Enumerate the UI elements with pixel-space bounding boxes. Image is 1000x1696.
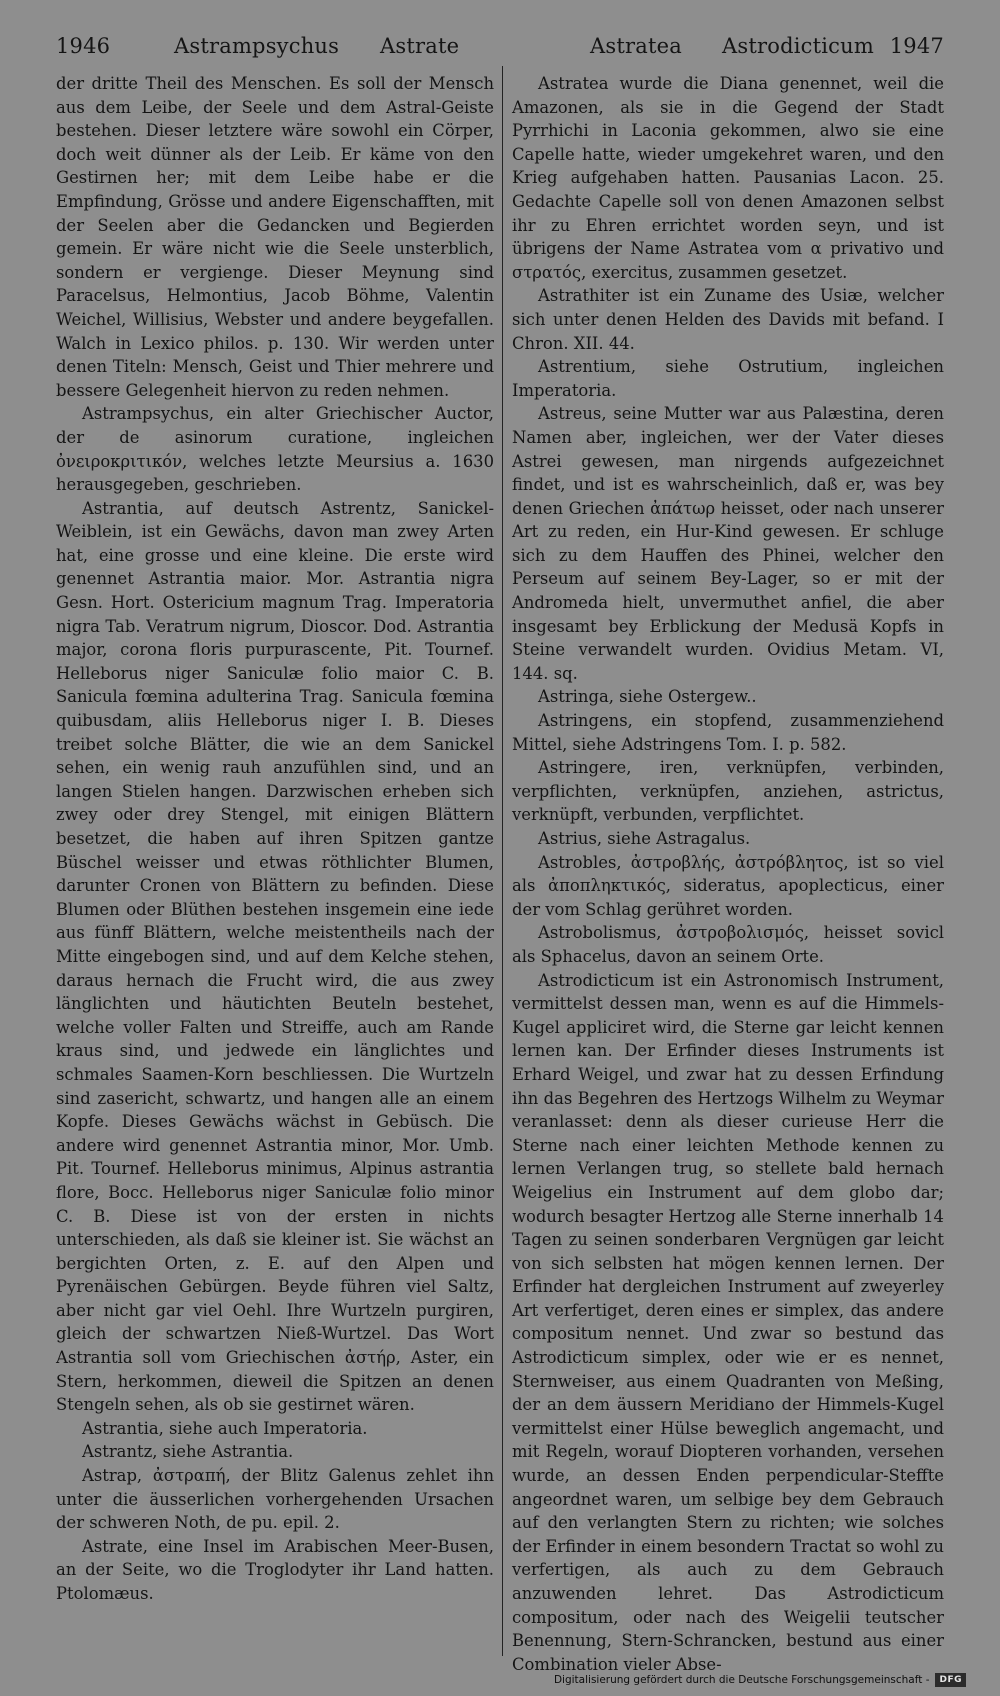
entry-astrentium: Astrentium, siehe Ostrutium, ingleichen Imperatoria.	[512, 357, 944, 400]
entry-astrodicticum: Astrodicticum ist ein Astronomisch Instrument, vermittelst dessen man, wenn es auf die Himmels-Kugel appliciret wird, die Sterne gar leicht kennen lernen kan. Der Erfinder dieses Instruments ist Erhard Weigel, und zwar hat zu dessen Erfindung ihn das Begehren des Hertzogs Wilhelm zu Weymar veranlasset: denn als dieser curieuse Herr die Sterne nach einer leichten Methode kennen zu lernen Verlangen trug, so stellete bald hernach Weigelius ein Instrument auf dem globo dar; wodurch besagter Hertzog alle Sterne innerhalb 14 Tagen zu seinen sonderbaren Vergnügen gar leicht von sich selbsten hat mögen kennen lernen. Der Erfinder hat dergleichen Instrument auf zweyerley Art verfertiget, deren eines er simplex, das andere compositum nennet. Und zwar so bestund das Astrodicticum simplex, oder wie er es nennet, Sternweiser, aus einem Quadranten von Meßing, der an dem äussern Meridiano der Himmels-Kugel vermittelst einer Hülse beweglich angemacht, und mit Regeln, worauf Diopteren vorhanden, versehen wurde, an dessen Enden perpendicular-Steffte angeordnet waren, um selbige bey dem Gebrauch auf den verlangten Stern zu richten; wie solches der Erfinder in einem besondern Tractat so wohl zu verfertigen, als auch zu dem Gebrauch anzuwenden lehret. Das Astrodicticum compositum, oder nach des Weigelii teutscher Benennung, Stern-Schrancken, bestund aus einer Combination vieler Abse-	[512, 970, 944, 1674]
entry-astrap: Astrap, ἀστραπή, der Blitz Galenus zehlet ihn unter die äusserlichen vorhergehenden Ursachen der schweren Noth, de pu. epil. 2.	[56, 1466, 494, 1533]
dfg-logo: DFG	[935, 1673, 966, 1687]
entry-astrantia-see-also: Astrantia, siehe auch Imperatoria.	[82, 1418, 368, 1438]
funding-credit: Digitalisierung gefördert durch die Deutsche Forschungsgemeinschaft -	[553, 1674, 930, 1686]
entry-astrantz: Astrantz, siehe Astrantia.	[82, 1442, 294, 1462]
page-header	[56, 34, 944, 64]
right-column	[512, 72, 944, 1674]
entry-astrathiter: Astrathiter ist ein Zuname des Usiæ, welcher sich unter denen Helden des Davids mit befand. I Chron. XII. 44.	[512, 286, 944, 353]
running-head-right-last: Astrodicticum	[722, 34, 874, 58]
entry-astringens: Astringens, ein stopfend, zusammenziehend Mittel, siehe Adstringens Tom. I. p. 582.	[512, 711, 944, 754]
entry-astrobolismus: Astrobolismus, ἀστροβολισμός, heisset sovicl als Sphacelus, davon an seinem Orte.	[512, 923, 944, 966]
entry-text: der dritte Theil des Menschen. Es soll der Mensch aus dem Leibe, der Seele und dem Astral-Geiste bestehen. Dieser letztere wäre sowohl ein Cörper, doch weit dünner als der Leib. Er käme von den Gestirnen her; mit dem Leibe habe er die Empfindung, Grösse und andere Eigenschafften, mit der Seelen aber die Gedancken und Begierden gemein. Er wäre nicht wie die Seele unsterblich, sondern er vergienge. Dieser Meynung sind Paracelsus, Helmontius, Jacob Böhme, Valentin Weichel, Willisius, Webster und andere beygefallen. Walch in Lexico philos. p. 130. Wir werden unter denen Titeln: Mensch, Geist und Thier mehrere und bessere Gelegenheit hiervon zu reden nehmen.	[56, 74, 494, 400]
entry-astrampsychus: Astrampsychus, ein alter Griechischer Auctor, der de asinorum curatione, ingleichen ὀνειροκριτικόν, welches letzte Meursius a. 1630 herausgegeben, geschrieben.	[56, 404, 494, 495]
entry-astrobles: Astrobles, ἀστροβλής, ἀστρόβλητος, ist so viel als ἀποπληκτικός, sideratus, apoplecticus, einer der vom Schlag gerühret worden.	[512, 852, 944, 919]
digitization-footer	[554, 1671, 966, 1689]
entry-astratea: Astratea wurde die Diana genennet, weil die Amazonen, als sie in die Gegend der Stadt Pyrrhichi in Laconia gekommen, alwo sie eine Capelle hatte, wieder umgekehret waren, und den Krieg aufgehaben hatten. Pausanias Lacon. 25. Gedachte Capelle soll von denen Amazonen selbst ihr zu Ehren errichtet worden seyn, und ist übrigens der Name Astratea vom α privativo und στρατός, exercitus, zusammen gesetzet.	[512, 74, 944, 282]
running-head-left-first: Astrampsychus	[174, 34, 340, 58]
entry-astringa: Astringa, siehe Ostergew..	[538, 687, 757, 707]
left-column	[56, 72, 494, 1652]
running-head-right-first: Astratea	[590, 34, 682, 58]
entry-astringere: Astringere, iren, verknüpfen, verbinden, verpflichten, verknüpfen, anziehen, astrictus, verknüpft, verbunden, verpflichtet.	[512, 758, 944, 825]
entry-astrius: Astrius, siehe Astragalus.	[538, 829, 751, 848]
entry-astreus: Astreus, seine Mutter war aus Palæstina, deren Namen aber, ingleichen, wer der Vater dieses Astrei gewesen, man nirgends aufgezeichnet findet, und ist es wahrscheinlich, daß er, was bey denen Griechen ἀπάτωρ heisset, oder nach unserer Art zu reden, ein Hur-Kind gewesen. Er schluge sich zu dem Hauffen des Phinei, welcher den Perseum auf seinem Bey-Lager, so er mit der Andromeda hielt, unvermuthet anfiel, die aber insgesamt bey Erblickung der Medusä Kopfs in Steine verwandelt wurden. Ovidius Metam. VI, 144. sq.	[512, 404, 944, 683]
entry-astrate: Astrate, eine Insel im Arabischen Meer-Busen, an der Seite, wo die Troglodyter ihr Land hatten. Ptolomæus.	[56, 1536, 494, 1603]
running-head-left-last: Astrate	[380, 34, 460, 58]
page-number-left: 1946	[56, 34, 111, 58]
column-divider	[502, 66, 503, 1656]
entry-astrantia: Astrantia, auf deutsch Astrentz, Sanickel-Weiblein, ist ein Gewächs, davon man zwey Arten hat, eine grosse und eine kleine. Die erste wird genennet Astrantia maior. Mor. Astrantia nigra Gesn. Hort. Ostericium magnum Trag. Imperatoria nigra Tab. Veratrum nigrum, Dioscor. Dod. Astrantia major, corona floris purpurascente, Pit. Tournef. Helleborus niger Saniculæ folio maior C. B. Sanicula fœmina adulterina Trag. Sanicula fœmina quibusdam, aliis Helleborus niger I. B. Dieses treibet solche Blätter, die wie an dem Sanickel sehen, ein wenig rauh anzufühlen sind, und an langen Stielen hangen. Darzwischen erheben sich zwey oder drey Stengel, mit einigen Blättern besetzet, die haben auf ihren Spitzen gantze Büschel weisser und etwas röthlichter Blumen, darunter Cronen von Blättern zu befinden. Diese Blumen oder Blüthen bestehen insgemein eine iede aus fünff Blättern, welche meistentheils nach der Mitte eingebogen sind, und auf dem Kelche stehen, daraus hernach die Frucht wird, die aus zwey länglichten und häutichten Beuteln bestehet, welche voller Falten und Streiffe, auch am Rande kraus sind, und jedwede ein länglichtes und schmales Saamen-Korn beschliessen. Die Wurtzeln sind zasericht, schwartz, und hangen alle an einem Kopfe. Dieses Gewächs wächst in Gebüsch. Die andere wird genennet Astrantia minor, Mor. Umb. Pit. Tournef. Helleborus minimus, Alpinus astrantia flore, Bocc. Helleborus niger Saniculæ folio minor C. B. Diese ist von der ersten in nichts unterschieden, als daß sie kleiner ist. Sie wächst an bergichten Orten, z. E. auf den Alpen und Pyrenäischen Gebürgen. Beyde führen viel Saltz, aber nicht gar viel Oehl. Ihre Wurtzeln purgiren, gleich der schwartzen Nieß-Wurtzel. Das Wort Astrantia soll vom Griechischen ἀστήρ, Aster, ein Stern, herkommen, dieweil die Spitzen an denen Stengeln sehen, als ob sie gestirnet wären.	[56, 498, 494, 1415]
page-number-right: 1947	[889, 34, 944, 58]
